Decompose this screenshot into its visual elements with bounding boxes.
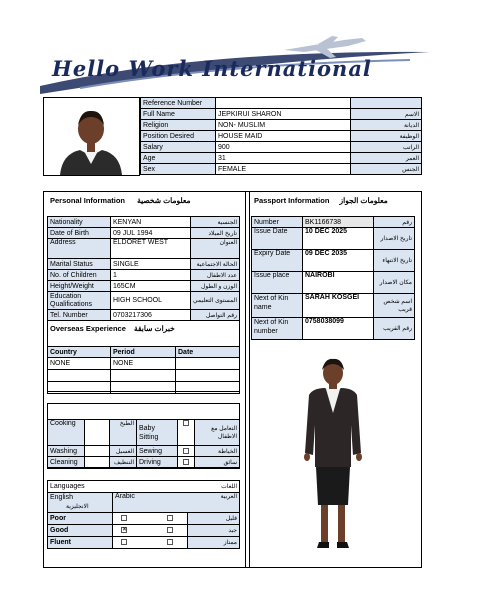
passport-value: 10 DEC 2025 [303,228,374,250]
driving-checkbox[interactable] [183,459,189,465]
poor-arabic-checkbox[interactable] [167,515,173,521]
personal-label: Address [48,239,111,259]
info-row [141,142,422,153]
info-value: NON- MUSLIM [216,120,351,131]
lang-checks [113,537,188,549]
overseas-title-ar: خبرات سابقة [133,324,175,333]
personal-info-table [47,216,240,321]
personal-row [48,228,240,239]
poor-english-checkbox[interactable] [121,515,127,521]
info-value: 31 [216,153,351,164]
info-label-ar: العمر [351,153,422,164]
passport-section-title [254,196,414,205]
good-arabic-checkbox[interactable] [167,527,173,533]
info-label-ar: الجنس [351,164,422,175]
passport-value: NAIROBI [303,272,374,294]
lang-level-label: Good [48,525,113,537]
english-label: English [50,494,73,501]
info-value [216,98,351,109]
passport-label-ar: تاريخ الاصدار [374,228,415,250]
skill-check-cell [85,420,110,446]
lang-checks [113,513,188,525]
overseas-cell: NONE [111,358,176,370]
skill-label-ar: الغسيل [110,446,137,457]
passport-row [252,228,415,250]
personal-row [48,292,240,310]
portrait-photo [44,98,139,175]
lang-col-arabic [113,493,240,513]
overseas-table [47,346,240,394]
info-value: FEMALE [216,164,351,175]
overseas-title-en: Overseas Experience [50,324,126,333]
personal-row [48,239,240,259]
personal-label: Education Qualifications [48,292,111,310]
personal-row [48,310,240,321]
passport-row [252,294,415,318]
personal-value: 165CM [110,281,190,292]
personal-label: Nationality [48,217,111,228]
personal-title-en: Personal Information [50,196,126,205]
info-label-ar: الوظيفة [351,131,422,142]
brand-text: Hello Work International [52,56,372,81]
passport-row [252,217,415,228]
overseas-cell [176,382,240,394]
skill-label: Cleaning [48,457,85,468]
overseas-cell [111,370,176,382]
overseas-cell [176,370,240,382]
personal-value: HIGH SCHOOL [110,292,190,310]
personal-label: Marital Status [48,259,111,270]
arabic-label-ar: العربية [220,494,237,500]
info-label-ar: الديانة [351,120,422,131]
lang-col-english [48,493,113,513]
info-value: 900 [216,142,351,153]
lang-level-row [48,537,240,549]
personal-label-ar: العنوان [190,239,239,259]
skill-label-ar: سائق [195,457,240,468]
skill-check-cell [85,457,110,468]
info-label: Reference Number [141,98,216,109]
info-row [141,98,422,109]
overseas-col-period: Period [111,347,176,358]
skill-label-ar: الخياطة [195,446,240,457]
lang-level-label: Poor [48,513,113,525]
skills-table [47,419,240,468]
overseas-row [48,370,240,382]
languages-title-en: Languages [48,481,188,493]
babysitting-checkbox[interactable] [183,420,189,426]
passport-value: BK1166738 [303,217,374,228]
personal-value: 0703217306 [110,310,190,321]
info-label-ar: الراتب [351,142,422,153]
lang-level-label: Fluent [48,537,113,549]
passport-value: SARAH KOSGEI [303,294,374,318]
fluent-english-checkbox[interactable] [121,539,127,545]
lang-checks [113,525,188,537]
personal-label: Tel. Number [48,310,111,321]
personal-label-ar: تاريخ الميلاد [190,228,239,239]
overseas-header-row [48,347,240,358]
passport-label: Next of Kin name [252,294,303,318]
info-row [141,164,422,175]
column-divider [249,191,250,568]
overseas-section-title [50,324,235,333]
overseas-row [48,382,240,394]
personal-label-ar: المستوى التعليمي [190,292,239,310]
passport-label-ar: تاريخ الانتهاء [374,250,415,272]
info-row [141,120,422,131]
personal-section-title [50,196,240,205]
overseas-cell: NONE [48,358,111,370]
overseas-cell [48,370,111,382]
overseas-col-country: Country [48,347,111,358]
full-body-photo [295,355,371,555]
passport-label-ar: اسم شخص قريب [374,294,415,318]
passport-row [252,318,415,340]
passport-row [252,272,415,294]
info-label-ar: الاسم [351,109,422,120]
sewing-checkbox[interactable] [183,448,189,454]
info-row [141,109,422,120]
passport-table [251,216,415,340]
personal-value: 09 JUL 1994 [110,228,190,239]
languages-header-row [48,493,240,513]
overseas-cell [111,382,176,394]
overseas-cell [176,358,240,370]
languages-table [47,480,240,549]
overseas-col-date: Date [176,347,240,358]
info-label: Salary [141,142,216,153]
skills-row [48,420,240,446]
info-label: Position Desired [141,131,216,142]
passport-label-ar: مكان الاصدار [374,272,415,294]
passport-label-ar: رقم [374,217,415,228]
skill-label: Washing [48,446,85,457]
skill-label: Sewing [137,446,178,457]
passport-value: 09 DEC 2035 [303,250,374,272]
info-row [141,153,422,164]
skill-label: Driving [137,457,178,468]
personal-title-ar: معلومات شخصية [137,196,191,205]
skill-check-cell [178,446,195,457]
skill-label: Baby Sitting [137,420,178,446]
personal-label: Date of Birth [48,228,111,239]
personal-label-ar: رقم التواصل [190,310,239,321]
arabic-label: Arabic [115,493,135,500]
skill-label-ar: التعامل مع الاطفال [195,420,240,446]
info-value: JEPKIRUI SHARON [216,109,351,120]
personal-label-ar: الجنسية [190,217,239,228]
languages-title-ar: اللغات [188,481,240,493]
info-label: Sex [141,164,216,175]
skill-check-cell [178,457,195,468]
skill-label: Cooking [48,420,85,446]
info-label-ar [351,98,422,109]
lang-level-ar: قليل [188,513,240,525]
column-divider [245,191,246,568]
personal-value: SINGLE [110,259,190,270]
info-label: Full Name [141,109,216,120]
company-logo [40,30,430,98]
lang-level-ar: ممتاز [188,537,240,549]
lang-level-row [48,513,240,525]
lang-level-row [48,525,240,537]
english-label-ar: الانجليزية [66,504,89,510]
passport-title-ar: معلومات الجواز [339,196,388,205]
personal-value: KENYAN [110,217,190,228]
info-row [141,131,422,142]
personal-row [48,217,240,228]
skills-row [48,457,240,468]
personal-label-ar: الوزن و الطول [190,281,239,292]
personal-label-ar: عدد الاطفال [190,270,239,281]
good-english-checkbox[interactable]: ✕ [122,527,128,534]
skill-label-ar: الطبخ [110,420,137,446]
passport-label: Expiry Date [252,250,303,272]
personal-label: No. of Children [48,270,111,281]
personal-label: Height/Weight [48,281,111,292]
skill-check-cell [85,446,110,457]
info-value: HOUSE MAID [216,131,351,142]
info-label: Age [141,153,216,164]
main-info-table [140,97,422,175]
passport-label: Next of Kin number [252,318,303,340]
info-label: Religion [141,120,216,131]
passport-label: Issue Date [252,228,303,250]
fluent-arabic-checkbox[interactable] [167,539,173,545]
passport-label-ar: رقم القريب [374,318,415,340]
passport-value: 0758038099 [303,318,374,340]
passport-label: Issue place [252,272,303,294]
skill-label-ar: التنظيف [110,457,137,468]
skill-check-cell [178,420,195,446]
languages-title-row [48,481,240,493]
personal-value: ELDORET WEST [110,239,190,259]
skills-row [48,446,240,457]
personal-row [48,259,240,270]
photo-frame [43,97,140,176]
personal-row [48,270,240,281]
personal-row [48,281,240,292]
overseas-row [48,358,240,370]
lang-level-ar: جيد [188,525,240,537]
personal-value: 1 [110,270,190,281]
personal-label-ar: الحالة الاجتماعية [190,259,239,270]
passport-title-en: Passport Information [254,196,330,205]
passport-row [252,250,415,272]
passport-label: Number [252,217,303,228]
overseas-cell [48,382,111,394]
